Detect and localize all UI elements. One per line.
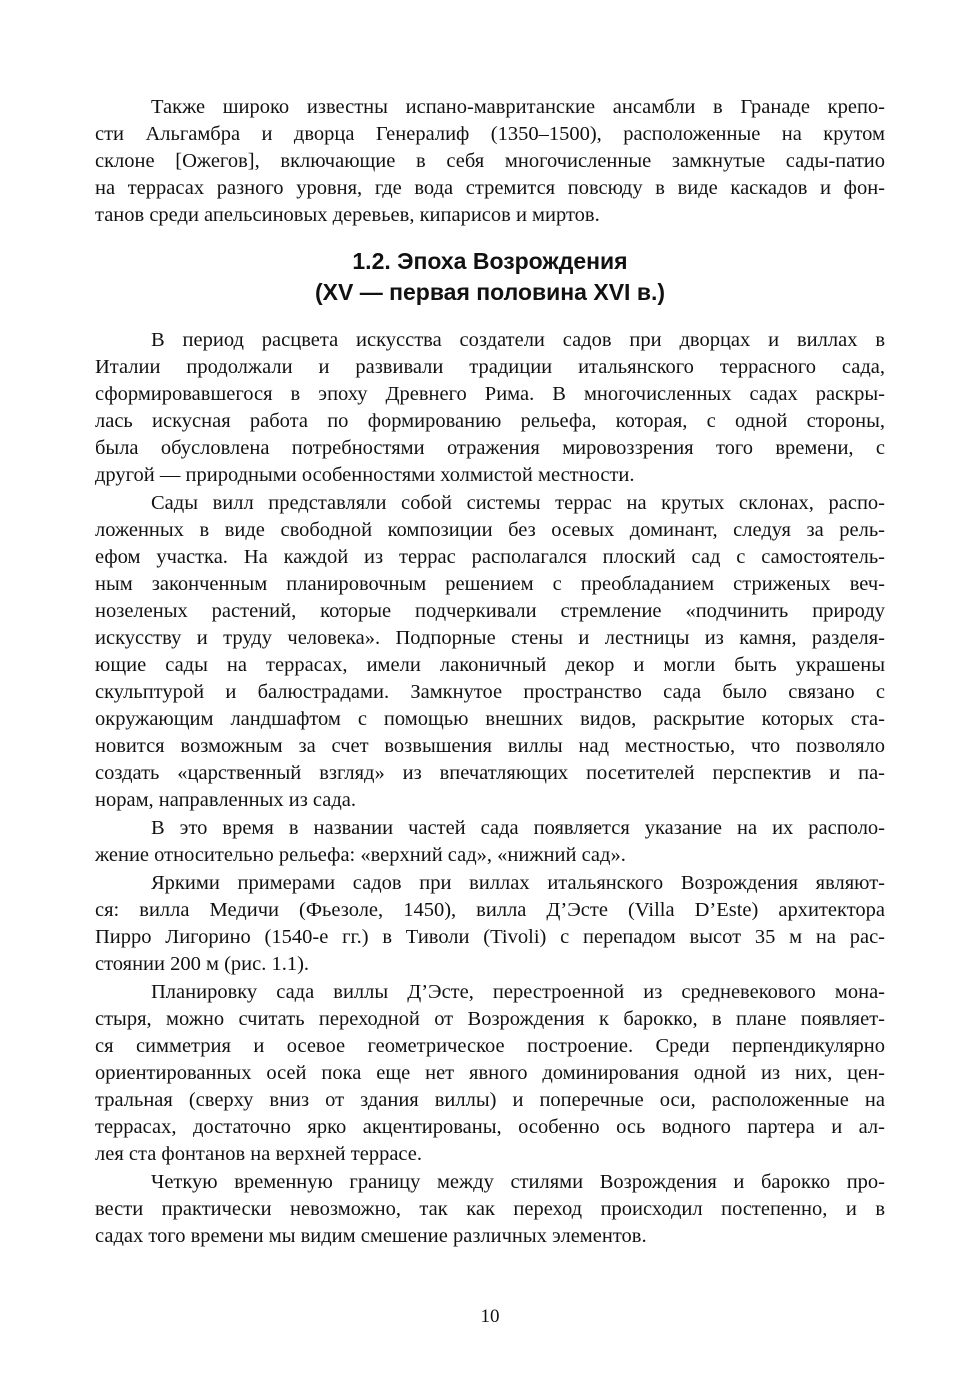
text-line: стоянии 200 м (рис. 1.1). (95, 953, 310, 975)
text-line: ориентированных осей пока еще нет явного доминирования одной из них, цен- (95, 1062, 885, 1084)
text-line: В это время в названии частей сада появляется указание на их располо- (151, 817, 885, 839)
text-line: новится возможным за счет возвышения виллы над местностью, что позволяло (95, 735, 885, 757)
heading-line-2: (XV — первая половина XVI в.) (314, 279, 666, 305)
text-line: Сады вилл представляли собой системы террас на крутых склонах, распо- (151, 492, 885, 514)
text-line: стыря, можно считать переходной от Возрождения к барокко, в плане появляет- (95, 1008, 885, 1030)
text-line: лея ста фонтанов на верхней террасе. (95, 1143, 422, 1165)
text-line: террасах, достаточно ярко акцентированы, особенно ось водного партера и ал- (95, 1116, 885, 1138)
text-line: садах того времени мы видим смешение различных элементов. (95, 1225, 647, 1247)
paragraph (95, 94, 885, 229)
paragraph (95, 1169, 885, 1250)
text-line: тральная (сверху вниз от здания виллы) и поперечные оси, расположенные на (95, 1089, 885, 1111)
text-line: ся симметрия и осевое геометрическое построение. Среди перпендикулярно (95, 1035, 885, 1057)
text-line: ющие сады на террасах, имели лаконичный декор и могли быть украшены (95, 654, 885, 676)
text-line: лась искусная работа по формированию рельефа, которая, с одной стороны, (95, 410, 885, 432)
text-line: склоне [Ожегов], включающие в себя многочисленные замкнутые сады-патио (95, 150, 885, 172)
paragraph (95, 490, 885, 814)
text-line: нозеленых растений, которые подчеркивали стремление «подчинить природу (95, 600, 885, 622)
paragraph (95, 979, 885, 1168)
text-line: на террасах разного уровня, где вода стремится повсюду в виде каскадов и фон- (95, 177, 885, 199)
text-line: вести практически невозможно, так как переход происходил постепенно, и в (95, 1198, 885, 1220)
text-line: танов среди апельсиновых деревьев, кипарисов и миртов. (95, 204, 600, 226)
intro-text (95, 94, 885, 230)
text-line: сформировавшегося в эпоху Древнего Рима. В многочисленных садах раскры- (95, 383, 885, 405)
text-line: В период расцвета искусства создатели садов при дворцах и виллах в (151, 329, 885, 351)
heading-line-1: 1.2. Эпоха Возрождения (352, 248, 628, 274)
text-line: Также широко известны испано-мавританские ансамбли в Гранаде крепо- (151, 96, 885, 118)
text-line: ным законченным планировочным решением с преобладанием стриженых веч- (95, 573, 885, 595)
text-line: Яркими примерами садов при виллах итальянского Возрождения являют- (151, 872, 885, 894)
text-line: искусству и труду человека». Подпорные стены и лестницы из камня, разделя- (95, 627, 885, 649)
text-line: скульптурой и балюстрадами. Замкнутое пространство сада было связано с (95, 681, 885, 703)
text-line: Четкую временную границу между стилями Возрождения и барокко про- (151, 1171, 885, 1193)
text-line: другой — природными особенностями холмистой местности. (95, 464, 635, 486)
text-line: Пирро Лигорино (1540-е гг.) в Тиволи (Tivoli) с перепадом высот 35 м на рас- (95, 926, 885, 948)
text-line: норам, направленных из сада. (95, 789, 357, 811)
text-line: была обусловлена потребностями отражения мировоззрения того времени, с (95, 437, 885, 459)
paragraph (95, 815, 885, 869)
body-text (95, 327, 885, 1251)
paragraph (95, 327, 885, 489)
text-line: Италии продолжали и развивали традиции итальянского террасного сада, (95, 356, 885, 378)
text-line: сти Альгамбра и дворца Генералиф (1350–1500), расположенные на крутом (95, 123, 885, 145)
text-line: жение относительно рельефа: «верхний сад», «нижний сад». (95, 844, 626, 866)
text-line: Планировку сада виллы Д’Эсте, перестроенной из средневекового мона- (151, 981, 885, 1003)
paragraph (95, 870, 885, 978)
text-line: создать «царственный взгляд» из впечатляющих посетителей перспектив и па- (95, 762, 885, 784)
text-line: ефом участка. На каждой из террас располагался плоский сад с самостоятель- (95, 546, 885, 568)
page-number: 10 (480, 1306, 500, 1327)
text-line: ся: вилла Медичи (Фьезоле, 1450), вилла Д’Эсте (Villa D’Este) архитектора (95, 899, 885, 921)
text-line: ложенных в виде свободной композиции без осевых доминант, следуя за рель- (95, 519, 885, 541)
section-heading (95, 246, 885, 308)
text-line: окружающим ландшафтом с помощью внешних видов, раскрытие которых ста- (95, 708, 885, 730)
